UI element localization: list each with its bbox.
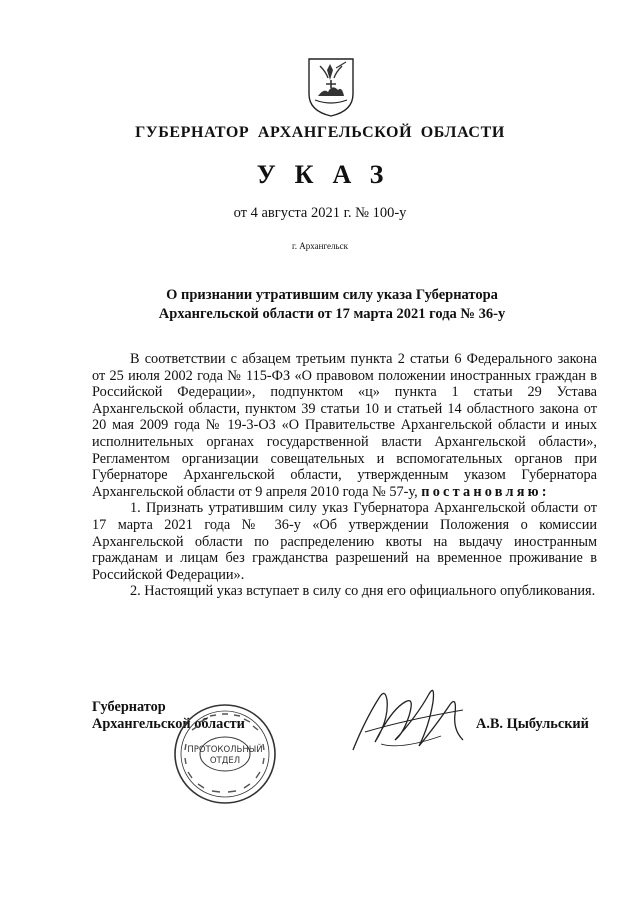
signatory-name: А.В. Цыбульский xyxy=(476,716,589,732)
clause-2: 2. Настоящий указ вступает в силу со дня его официального опубликования. xyxy=(130,583,596,600)
preamble-paragraph xyxy=(92,351,597,500)
preamble-text: В соответствии с абзацем третьим пункта 2 статьи 6 Федерального закона от 25 июля 2002 года № 115-ФЗ «О правовом положении иностранных граждан в Российской Федерации», подпунктом «ц» пункта 1 статьи 29 Устава Архангельской области, пунктом 39 статьи 10 и статьей 14 областного закона от 20 мая 2009 года № 19-3-ОЗ «О Правительстве Архангельской области и иных исполнительных органах государственной власти Архангельской области», Регламентом организации совещательных и вспомогательных органов при Губернаторе Архангельской области, утвержденным указом Губернатора Архангельской области от 9 апреля 2010 года № 57-у, xyxy=(92,351,597,500)
document-body xyxy=(92,351,597,600)
stamp-center-text: ПРОТОКОЛЬНЫЙ xyxy=(187,745,263,755)
official-seal-stamp xyxy=(170,700,280,808)
signatory-title-line: Архангельской области xyxy=(92,716,245,732)
stamp-center-text: ОТДЕЛ xyxy=(209,756,241,766)
document-title-line: Архангельской области от 17 марта 2021 года № 36-у xyxy=(158,306,506,322)
decree-colon: : xyxy=(541,483,547,500)
organization-heading: ГУБЕРНАТОР АРХАНГЕЛЬСКОЙ ОБЛАСТИ xyxy=(135,124,505,141)
coat-of-arms-emblem xyxy=(306,56,356,118)
document-type-heading: УКАЗ xyxy=(256,160,403,189)
signatory-title-line: Губернатор xyxy=(92,699,166,715)
document-title xyxy=(120,286,544,324)
document-city: г. Архангельск xyxy=(292,241,348,251)
document-date-number: от 4 августа 2021 г. № 100-у xyxy=(233,205,407,221)
document-title-line: О признании утратившим силу указа Губернатора xyxy=(166,287,498,303)
decree-word: постановляю xyxy=(421,483,542,500)
clause-1: 1. Признать утратившим силу указ Губернатора Архангельской области от 17 марта 2021 года № 36-у «Об утверждении Положения о комиссии Архангельской области по распределению квоты на выдачу иностранным гражданам и лицам без гражданства разрешений на временное проживание в Российской Федерации». xyxy=(92,500,597,583)
handwritten-signature xyxy=(345,680,475,760)
